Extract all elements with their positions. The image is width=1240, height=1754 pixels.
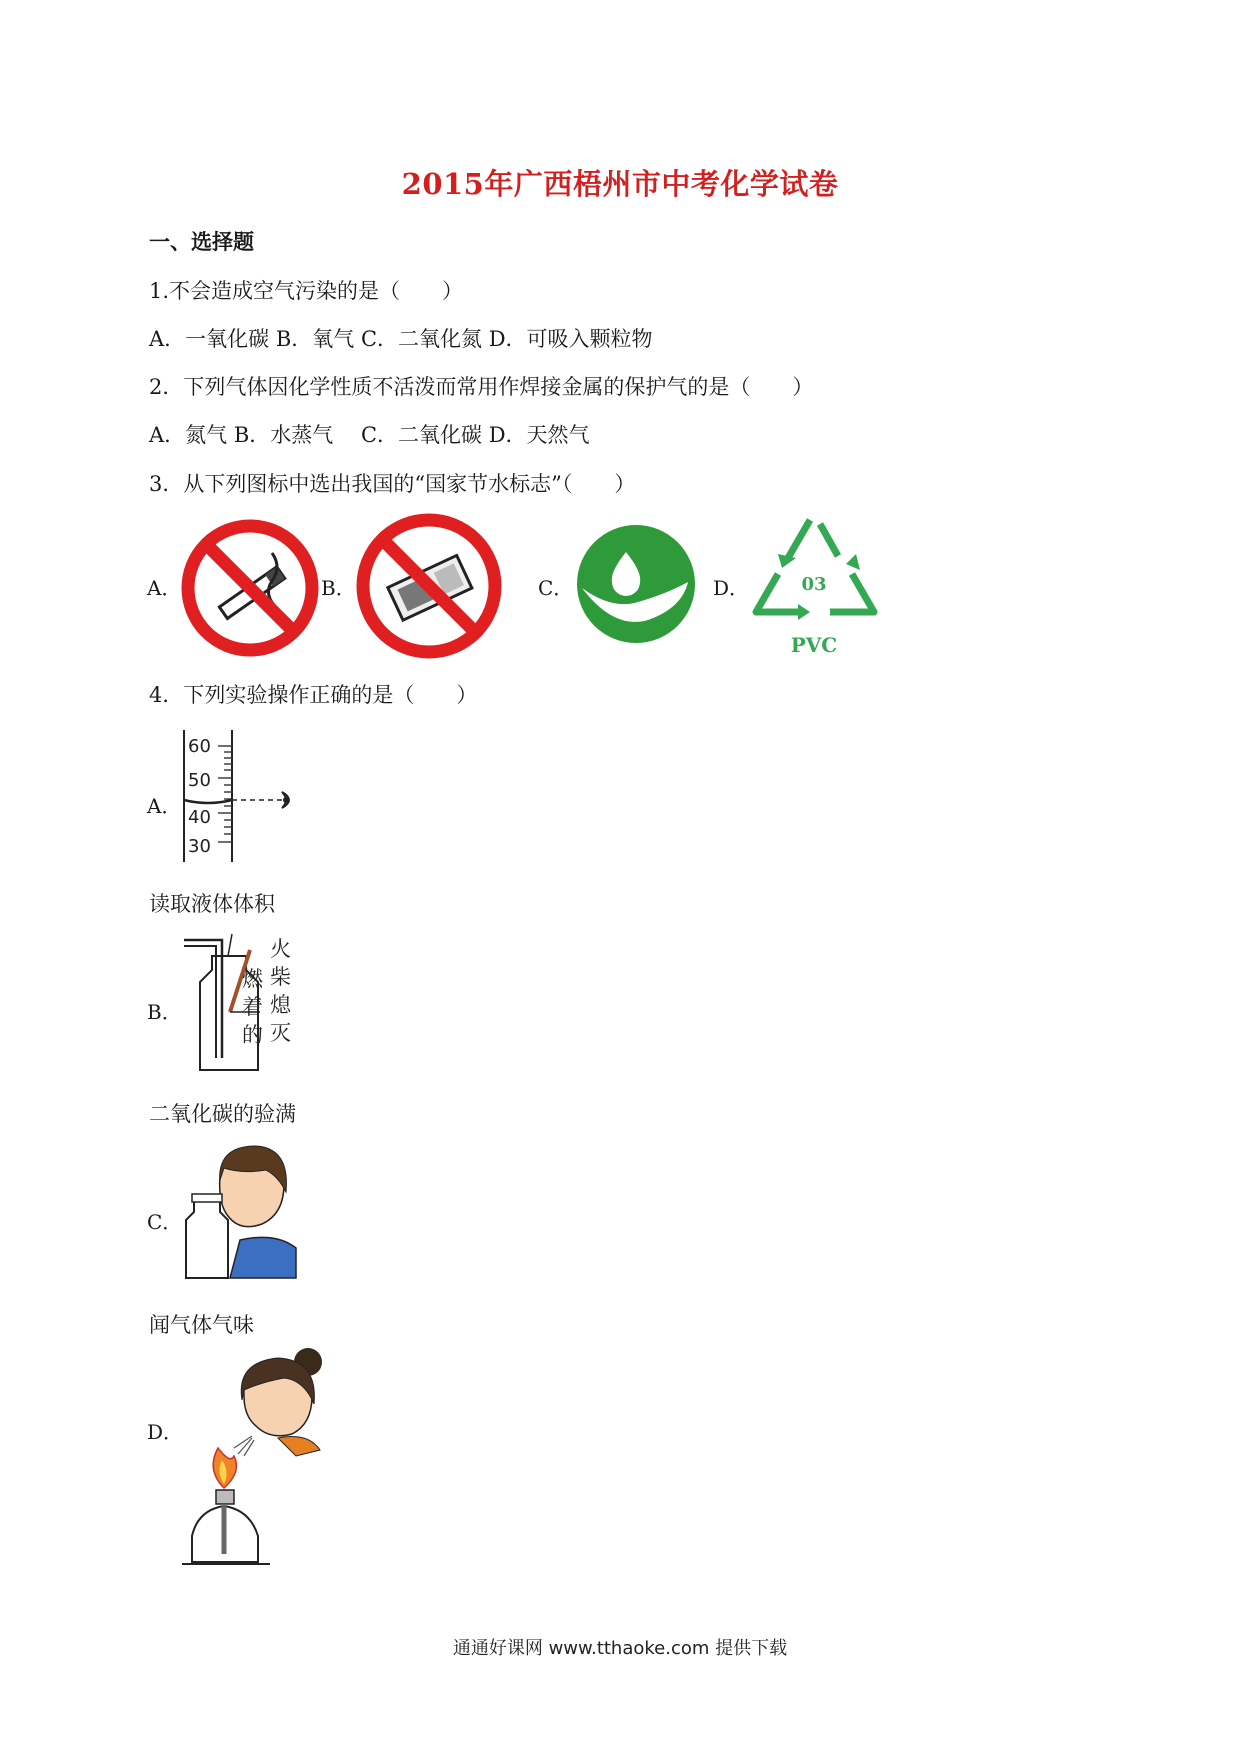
water-saving-logo-icon: [574, 522, 698, 646]
q3-option-c-label: C．: [538, 576, 574, 600]
graduated-cylinder-figure: [178, 728, 308, 864]
girl-blowing-lamp-figure: [178, 1340, 338, 1576]
q4-option-b-label: B．: [147, 1000, 182, 1024]
q3-option-b-label: B．: [321, 576, 356, 600]
q4-option-a-label: A．: [147, 794, 182, 818]
recycle-symbol-icon: [748, 512, 886, 664]
question-2-stem: 2．下列气体因化学性质不活泼而常用作焊接金属的保护气的是（ ）: [149, 375, 814, 399]
svg-text:柴: 柴: [270, 965, 291, 989]
recycle-material: PVC: [790, 633, 838, 657]
boy-smelling-bottle-figure: [180, 1140, 300, 1280]
no-fire-sign-icon: [355, 512, 503, 660]
svg-text:的: 的: [242, 1023, 263, 1047]
cylinder-mark-50: 50: [188, 770, 211, 791]
q4-caption-b: 二氧化碳的验满: [149, 1102, 296, 1126]
svg-text:灭: 灭: [270, 1021, 291, 1045]
q4-option-c-label: C．: [147, 1210, 183, 1234]
cylinder-mark-30: 30: [188, 836, 211, 857]
question-1-options: A．一氧化碳 B．氧气 C．二氧化氮 D．可吸入颗粒物: [149, 327, 653, 351]
q4-option-d-label: D．: [147, 1420, 184, 1444]
section-heading: 一、选择题: [149, 229, 254, 254]
question-3-stem: 3．从下列图标中选出我国的“国家节水标志”（ ）: [149, 472, 636, 496]
gas-bottle-match-figure: [178, 926, 328, 1078]
page-title: 2015年广西梧州市中考化学试卷: [401, 167, 839, 201]
svg-text:着: 着: [242, 995, 263, 1019]
recycle-code: 03: [801, 574, 827, 595]
q3-option-a-label: A．: [147, 576, 182, 600]
svg-text:熄: 熄: [270, 993, 291, 1017]
svg-text:火: 火: [270, 937, 291, 961]
no-smoking-sign-icon: [180, 518, 320, 658]
cylinder-mark-40: 40: [188, 807, 211, 828]
question-2-options: A．氮气 B．水蒸气 C．二氧化碳 D．天然气: [149, 423, 590, 447]
q4-caption-c: 闻气体气味: [149, 1313, 254, 1337]
page-footer: 通通好课网 www.tthaoke.com 提供下载: [452, 1638, 788, 1659]
svg-text:燃: 燃: [242, 967, 263, 991]
question-4-stem: 4．下列实验操作正确的是（ ）: [149, 683, 478, 707]
cylinder-mark-60: 60: [188, 736, 211, 757]
q3-option-d-label: D．: [713, 576, 750, 600]
question-1-stem: 1.不会造成空气污染的是（ ）: [149, 279, 464, 303]
q4-caption-a: 读取液体体积: [149, 892, 275, 916]
